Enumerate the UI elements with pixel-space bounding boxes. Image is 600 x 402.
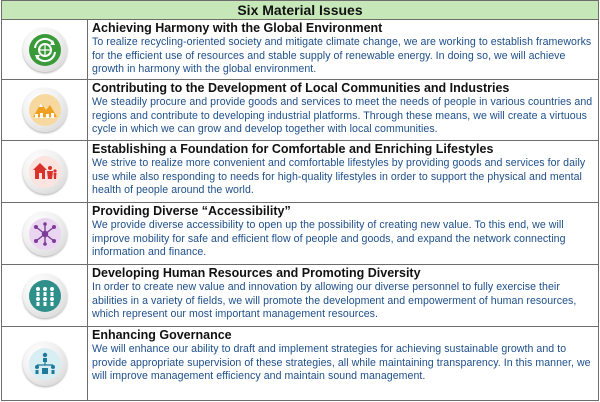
recycling-globe-icon — [29, 34, 61, 66]
diverse-people-icon — [29, 280, 61, 312]
governance-flow-icon — [29, 348, 61, 380]
issue-text: We provide diverse accessibility to open up the possibility of creating new value. To this end, we will improve mobility for safe and efficient flow of people and goods, and expand the network connecting information and finance. — [92, 219, 566, 259]
material-issues-table — [1, 0, 599, 401]
issue-row-human-resources — [1, 265, 599, 327]
issue-text: We steadily procure and provide goods and services to meet the needs of people in various countries and regions and contribute to developing industrial platforms. Through these means, we will create a virtuous cycle in which we can grow and develop together with local communities. — [92, 96, 593, 136]
issue-row-environment — [1, 20, 599, 80]
local-communities-icon — [29, 94, 61, 126]
table-title: Six Material Issues — [1, 0, 599, 20]
issue-heading: Providing Diverse “Accessibility” — [92, 204, 291, 218]
issue-heading: Achieving Harmony with the Global Environment — [92, 21, 383, 35]
issue-row-accessibility — [1, 203, 599, 265]
issue-row-communities — [1, 80, 599, 141]
issue-row-governance — [1, 327, 599, 401]
network-accessibility-icon — [29, 218, 61, 250]
issue-text: We strive to realize more convenient and comfortable lifestyles by providing goods and services for daily use while also responding to needs for high-quality lifestyles in order to support the physical and mental health of people around the world. — [92, 157, 586, 197]
family-house-icon — [29, 156, 61, 188]
issue-text: We will enhance our ability to draft and implement strategies for achieving sustainable growth and to provide appropriate supervision of these strategies, all while maintaining transparency. In this manner, we will improve management efficiency and maintain sound management. — [92, 343, 591, 383]
issue-text: To realize recycling-oriented society and mitigate climate change, we are working to establish frameworks for the efficient use of resources and stable supply of renewable energy. In doing so, we will achieve growth in harmony with the global environment. — [92, 36, 592, 76]
issue-heading: Enhancing Governance — [92, 328, 232, 342]
issue-row-lifestyles — [1, 141, 599, 203]
issue-heading: Contributing to the Development of Local Communities and Industries — [92, 81, 510, 95]
issue-heading: Establishing a Foundation for Comfortable and Enriching Lifestyles — [92, 142, 494, 156]
issue-heading: Developing Human Resources and Promoting Diversity — [92, 266, 421, 280]
issue-text: In order to create new value and innovation by allowing our diverse personnel to fully exercise their abilities in a variety of fields, we will promote the development and empowerment of human resources, which represent our most important management resources. — [92, 281, 577, 321]
